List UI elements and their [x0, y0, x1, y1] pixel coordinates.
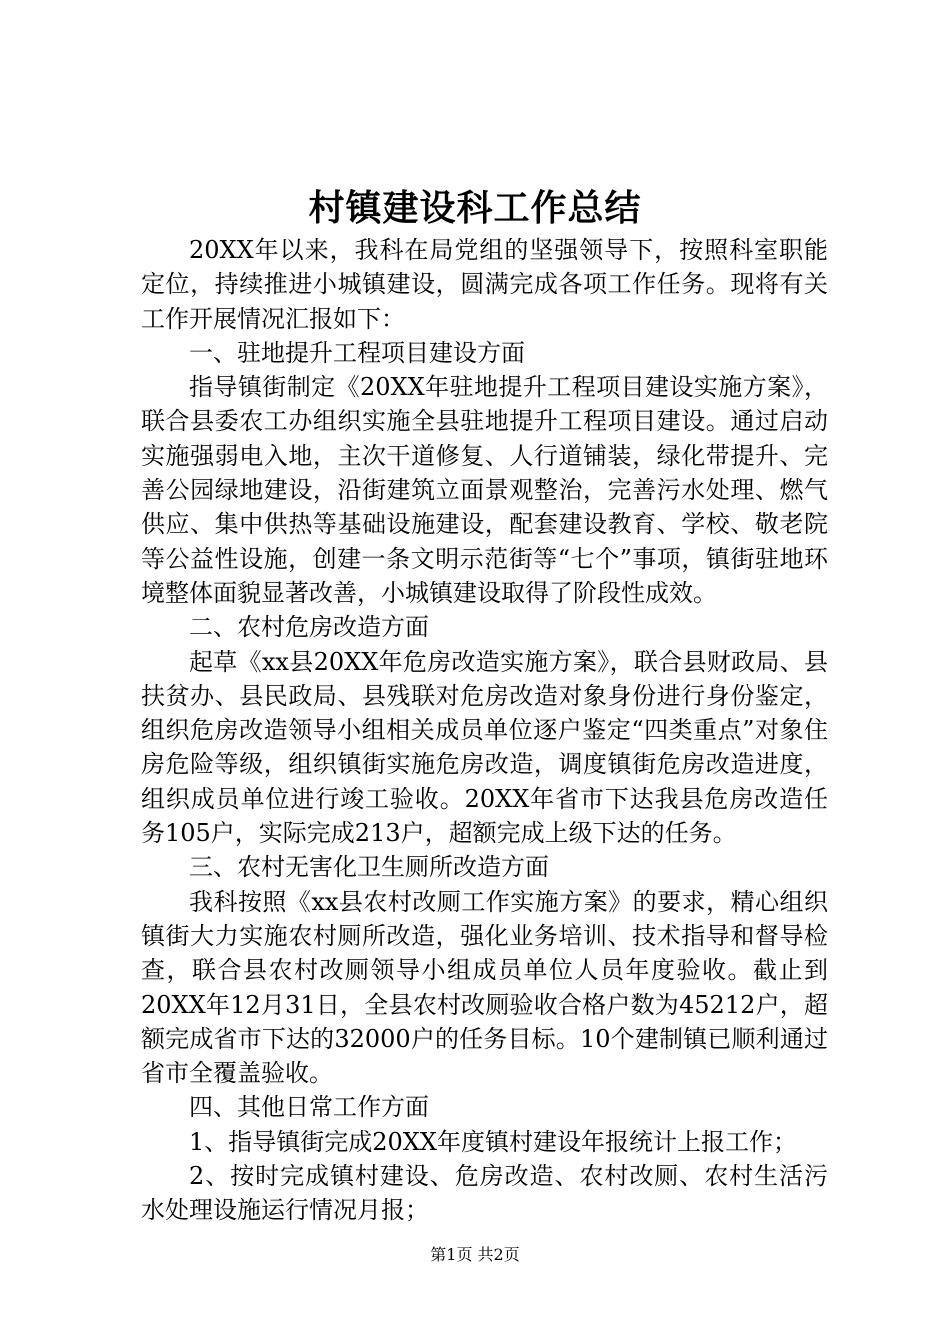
document-title: 村镇建设科工作总结 — [308, 187, 642, 229]
list-item-1: 1、指导镇街完成20XX年度镇村建设年报统计上报工作； — [189, 1127, 797, 1156]
section-paragraph-1: 指导镇街制定《20XX年驻地提升工程项目建设实施方案》，联合县委农工办组织实施全县驻地提升工程项目建设。通过启动实施强弱电入地，主次干道修复、人行道铺装，绿化带提升、完善公园绿地建设，沿街建筑立面景观整治，完善污水处理、燃气供应、集中供热等基础设施建设，配套建设教育、学校、敬老院等公益性设施，创建一条文明示范街等“七个”事项，镇街驻地环境整体面貌显著改善，小城镇建设取得了阶段性成效。 — [141, 373, 828, 607]
section-heading-3: 三、农村无害化卫生厕所改造方面 — [189, 853, 549, 882]
page-number: 第1页 共2页 — [430, 1245, 520, 1264]
section-heading-2: 二、农村危房改造方面 — [189, 613, 429, 642]
list-item-2: 2、按时完成镇村建设、危房改造、农村改厕、农村生活污水处理设施运行情况月报； — [141, 1162, 828, 1225]
section-heading-1: 一、驻地提升工程项目建设方面 — [189, 338, 525, 367]
section-paragraph-3: 我科按照《xx县农村改厕工作实施方案》的要求，精心组织镇街大力实施农村厕所改造，强化业务培训、技术指导和督导检查，联合县农村改厕领导小组成员单位人员年度验收。截止到20XX年12月31日，全县农村改厕验收合格户数为45212户，超额完成省市下达的32000户的任务目标。10个建制镇已顺利通过省市全覆盖验收。 — [141, 887, 828, 1088]
section-heading-4: 四、其他日常工作方面 — [189, 1093, 429, 1122]
section-paragraph-2: 起草《xx县20XX年危房改造实施方案》，联合县财政局、县扶贫办、县民政局、县残联对危房改造对象身份进行身份鉴定，组织危房改造领导小组相关成员单位逐户鉴定“四类重点”对象住房危险等级，组织镇街实施危房改造，调度镇街危房改造进度，组织成员单位进行竣工验收。20XX年省市下达我县危房改造任务105户，实际完成213户，超额完成上级下达的任务。 — [141, 647, 828, 848]
document-body — [141, 233, 828, 1228]
intro-paragraph: 20XX年以来，我科在局党组的坚强领导下，按照科室职能定位，持续推进小城镇建设，圆满完成各项工作任务。现将有关工作开展情况汇报如下： — [141, 236, 828, 333]
